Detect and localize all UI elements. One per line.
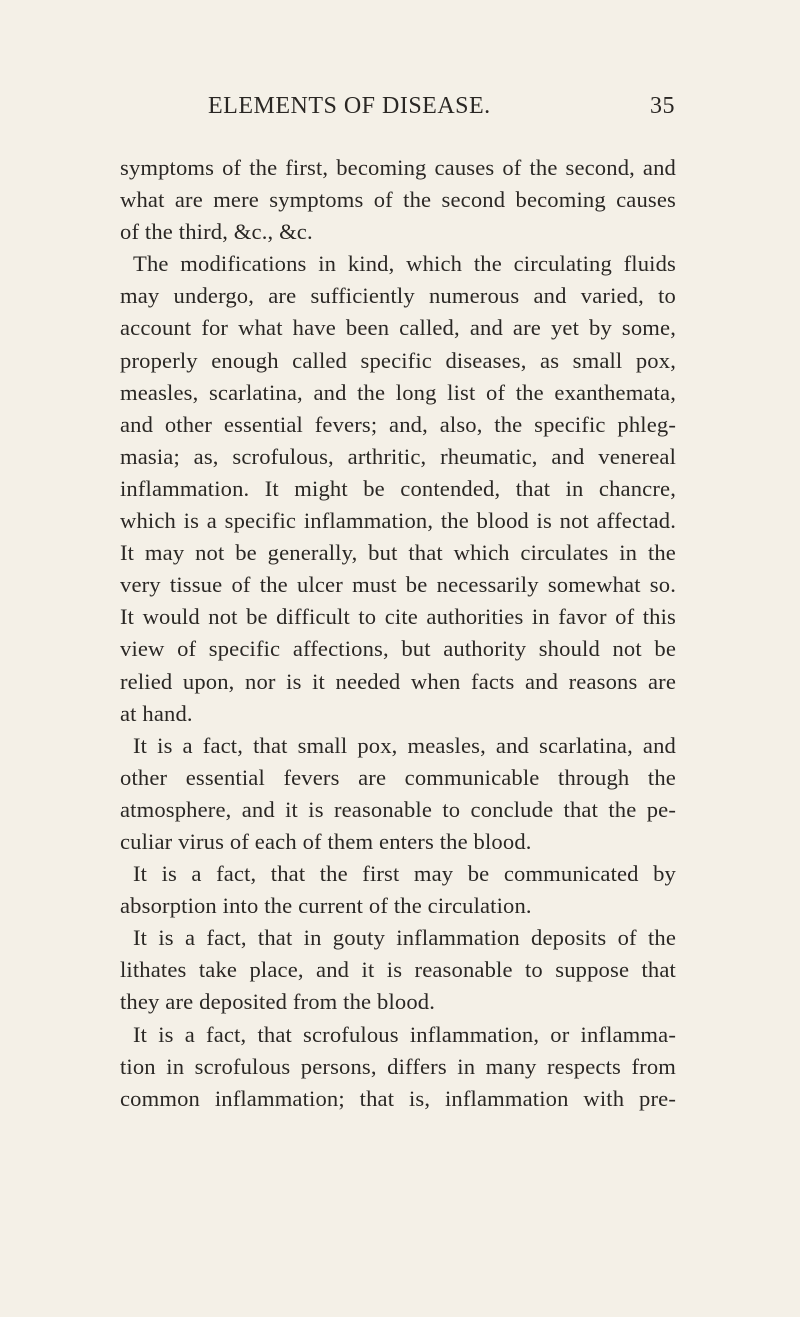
text-line: measles, scarlatina, and the long list of the exanthemata, <box>120 379 676 405</box>
text-line: masia; as, scrofulous, arthritic, rheumatic, and venereal <box>120 443 676 469</box>
page-number: 35 <box>650 93 675 119</box>
text-line: properly enough called specific diseases, as small pox, <box>120 347 676 373</box>
text-line: It would not be difficult to cite authorities in favor of this <box>120 604 676 630</box>
text-line: absorption into the current of the circulation. <box>120 893 532 919</box>
text-line: inflammation. It might be contended, that in chancre, <box>120 475 676 501</box>
text-line: atmosphere, and it is reasonable to conclude that the pe- <box>120 796 676 822</box>
text-line: and other essential fevers; and, also, the specific phleg- <box>120 411 676 437</box>
text-line: of the third, &c., &c. <box>120 219 313 245</box>
text-line: relied upon, nor is it needed when facts and reasons are <box>120 668 676 694</box>
text-line: what are mere symptoms of the second becoming causes <box>120 187 676 213</box>
text-line: symptoms of the first, becoming causes of the second, and <box>120 155 676 180</box>
paragraph-start-line: It is a fact, that small pox, measles, and scarlatina, and <box>133 732 676 758</box>
text-line: very tissue of the ulcer must be necessarily somewhat so. <box>120 572 676 598</box>
running-title: ELEMENTS OF DISEASE. <box>208 93 491 119</box>
paragraph-start-line: It is a fact, that the first may be communicated by <box>133 861 676 887</box>
text-line: tion in scrofulous persons, differs in many respects from <box>120 1053 676 1079</box>
running-head <box>120 93 675 127</box>
text-line: view of specific affections, but authority should not be <box>120 636 676 662</box>
text-line: It may not be generally, but that which circulates in the <box>120 540 676 566</box>
text-line: at hand. <box>120 700 193 726</box>
paragraph-start-line: It is a fact, that in gouty inflammation deposits of the <box>133 925 676 951</box>
text-line: lithates take place, and it is reasonable to suppose that <box>120 957 676 983</box>
body-text <box>120 152 676 1115</box>
paragraph-start-line: It is a fact, that scrofulous inflammation, or inflamma- <box>133 1021 676 1047</box>
paragraph-start-line: The modifications in kind, which the circulating fluids <box>133 251 676 277</box>
text-line: common inflammation; that is, inflammation with pre- <box>120 1085 676 1111</box>
text-line: may undergo, are sufficiently numerous and varied, to <box>120 283 676 309</box>
text-line: they are deposited from the blood. <box>120 989 436 1015</box>
text-line: account for what have been called, and are yet by some, <box>120 315 676 341</box>
text-line: other essential fevers are communicable through the <box>120 764 676 790</box>
text-line: which is a specific inflammation, the blood is not affectad. <box>120 508 676 534</box>
text-line: culiar virus of each of them enters the blood. <box>120 828 532 854</box>
